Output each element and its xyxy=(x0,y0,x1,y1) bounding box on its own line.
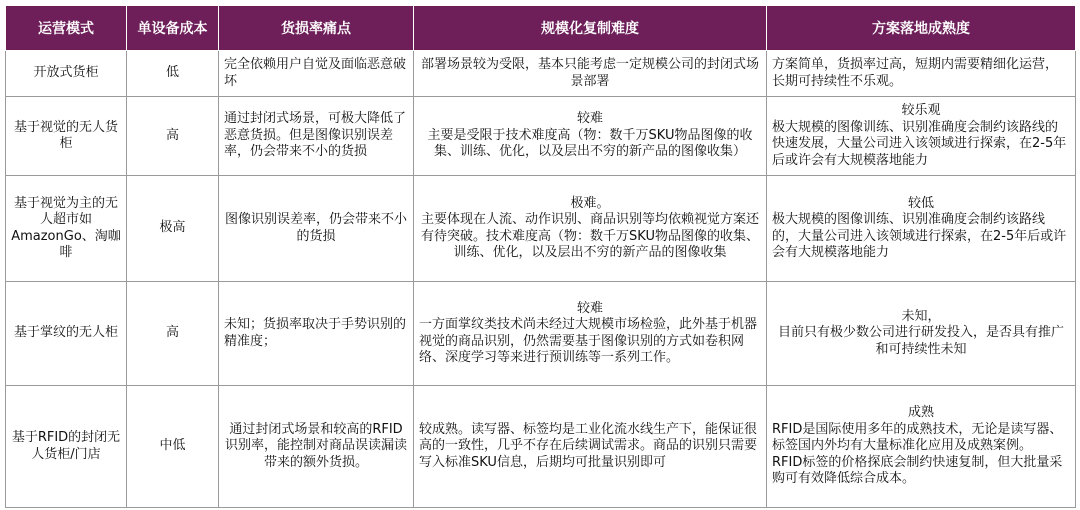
table-row xyxy=(6,176,1076,282)
scale-detail: 主要是受限于技术难度高（物：数千万SKU物品图像的收集、训练、优化，以及层出不穷的新产品的图像收集） xyxy=(427,127,753,160)
scale-detail: 一方面掌纹类技术尚未经过大规模市场检验，此外基于机器视觉的商品识别，仍然需要基于图像识别的方式如卷积网络、深度学习等来进行预训练等一系列工作。 xyxy=(419,317,758,365)
cost-cell: 高 xyxy=(127,282,219,386)
pain-cell: 完全依赖用户自觉及面临恶意破坏 xyxy=(219,51,414,97)
header-solution-maturity: 方案落地成熟度 xyxy=(767,6,1076,51)
pain-cell: 未知；货损率取决于手势识别的精准度； xyxy=(219,282,414,386)
scale-cell xyxy=(414,176,767,282)
maturity-cell xyxy=(767,386,1076,508)
cost-cell: 低 xyxy=(127,51,219,97)
scale-heading: 较难 xyxy=(576,300,603,316)
table-row xyxy=(6,51,1076,97)
mode-cell: 基于掌纹的无人柜 xyxy=(6,282,127,386)
maturity-heading: 未知， xyxy=(901,308,941,324)
table-row xyxy=(6,97,1076,176)
maturity-extra: RFID标签的价格探底会制约快速复制，但大批量采购可有效降低综合成本。 xyxy=(772,454,1063,487)
cost-cell: 高 xyxy=(127,97,219,176)
maturity-cell xyxy=(767,97,1076,176)
table-row xyxy=(6,386,1076,508)
mode-cell: 开放式货柜 xyxy=(6,51,127,97)
maturity-cell xyxy=(767,282,1076,386)
cost-cell: 中低 xyxy=(127,386,219,508)
maturity-cell: 方案简单，货损率过高，短期内需要精细化运营，长期可持续性不乐观。 xyxy=(767,51,1076,97)
maturity-detail: RFID是国际使用多年的成熟技术，无论是读写器、标签国内外均有大量标准化应用及成熟案例。 xyxy=(772,421,1063,454)
scale-cell: 部署场景较为受限，基本只能考虑一定规模公司的封闭式场景部署 xyxy=(414,51,767,97)
pain-cell: 图像识别误差率，仍会带来不小的货损 xyxy=(219,176,414,282)
header-operating-mode: 运营模式 xyxy=(6,6,127,51)
scale-detail: 主要体现在人流、动作识别、商品识别等均依赖视觉方案还有待突破。技术难度高（物：数千万SKU物品图像的收集、训练、优化，以及层出不穷的新产品的图像收集 xyxy=(420,212,759,260)
header-unit-cost: 单设备成本 xyxy=(127,6,219,51)
pain-cell: 通过封闭式场景，可极大降低了恶意货损。但是图像识别误差率，仍会带来不小的货损 xyxy=(219,97,414,176)
maturity-heading: 成熟 xyxy=(907,405,934,421)
maturity-heading: 较低 xyxy=(907,195,934,211)
scale-heading: 较难 xyxy=(576,111,603,127)
header-loss-pain-point: 货损率痛点 xyxy=(219,6,414,51)
header-row xyxy=(6,6,1076,51)
scale-cell: 较成熟。读写器、标签均是工业化流水线生产下，能保证很高的一致性，几乎不存在后续调试需求。商品的识别只需要写入标准SKU信息，后期均可批量识别即可 xyxy=(414,386,767,508)
comparison-table xyxy=(5,5,1076,508)
maturity-detail: 目前只有极少数公司进行研发投入，是否具有推广和可持续性未知 xyxy=(777,325,1064,357)
maturity-cell xyxy=(767,176,1076,282)
cost-cell: 极高 xyxy=(127,176,219,282)
maturity-heading: 较乐观 xyxy=(901,103,941,118)
maturity-detail: 极大规模的图像训练、识别准确度会制约该路线的，大量公司进入该领域进行探索，在2-5年后或许会有大规模落地能力 xyxy=(772,212,1067,260)
scale-heading: 极难。 xyxy=(570,195,610,211)
mode-cell: 基于视觉为主的无人超市如AmazonGo、淘咖啡 xyxy=(6,176,127,282)
pain-cell: 通过封闭式场景和较高的RFID识别率，能控制对商品误读漏读带来的额外货损。 xyxy=(219,386,414,508)
maturity-detail: 极大规模的图像训练、识别准确度会制约该路线的快速发展，大量公司进入该领域进行探索，在2-5年后或许会有大规模落地能力 xyxy=(772,119,1067,168)
header-scale-difficulty: 规模化复制难度 xyxy=(414,6,767,51)
scale-cell xyxy=(414,97,767,176)
mode-cell: 基于视觉的无人货柜 xyxy=(6,97,127,176)
mode-cell: 基于RFID的封闭无人货柜/门店 xyxy=(6,386,127,508)
scale-cell xyxy=(414,282,767,386)
table-row xyxy=(6,282,1076,386)
